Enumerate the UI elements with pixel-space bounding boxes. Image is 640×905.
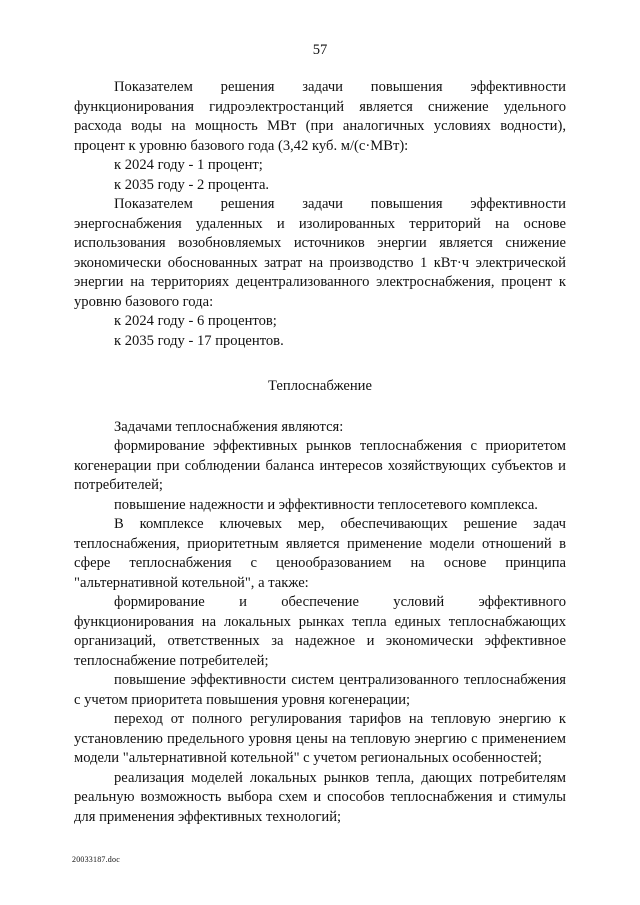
paragraph-target-2035-hpp: к 2035 году - 2 процента.	[114, 176, 270, 193]
paragraph-tariff-transition: переход от полного регулирования тарифов на тепловую энергию к установлению предельного уровня цены на тепловую энергию с применением модели "альтернативной котельной" с учетом региональных особенностей;	[74, 711, 566, 766]
paragraph-local-heat-markets: реализация моделей локальных рынков тепла, дающих потребителям реальную возможность выбора схем и способов теплоснабжения и стимулы для применения эффективных технологий;	[74, 769, 566, 825]
paragraph-target-2024-hpp: к 2024 году - 1 процент;	[114, 157, 263, 173]
paragraph-single-heat-suppliers: формирование и обеспечение условий эффективного функционирования на локальных рынках тепла единых теплоснабжающих организаций, ответственных за надежное и экономически эффективное теплоснабжение потребителей;	[74, 594, 566, 669]
paragraph-heat-reliability: повышение надежности и эффективности теплосетевого комплекса.	[114, 496, 538, 513]
section-heading: Теплоснабжение	[268, 378, 372, 394]
paragraph-hpp-efficiency-indicator: Показателем решения задачи повышения эффективности функционирования гидроэлектростанций является снижение удельного расхода воды на мощность МВт (при аналогичных условиях водности), процент к уровню базового года (3,42 куб. м/(с·МВт):	[74, 79, 566, 154]
paragraph-remote-territories-indicator: Показателем решения задачи повышения эффективности энергоснабжения удаленных и изолированных территорий на основе использования возобновляемых источников энергии является снижение экономически обоснованных затрат на производство 1 кВт·ч электрической энергии на территориях децентрализованного электроснабжения, процент к уровню базового года:	[74, 196, 566, 310]
paragraph-key-measures: В комплексе ключевых мер, обеспечивающих решение задач теплоснабжения, приоритетным является применение модели отношений в сфере теплоснабжения с ценообразованием на основе принципа "альтернативной котельной", а также:	[74, 516, 566, 591]
footer-file-name: 20033187.doc	[72, 855, 120, 864]
page-number: 57	[312, 42, 328, 58]
document-body	[74, 78, 566, 827]
paragraph-heat-tasks-intro: Задачами теплоснабжения являются:	[114, 418, 344, 435]
paragraph-target-2024-remote: к 2024 году - 6 процентов;	[114, 313, 277, 329]
paragraph-heat-markets: формирование эффективных рынков теплоснабжения с приоритетом когенерации при соблюдении баланса интересов хозяйствующих субъектов и потребителей;	[74, 438, 566, 493]
paragraph-target-2035-remote: к 2035 году - 17 процентов.	[114, 332, 284, 349]
paragraph-centralized-heating: повышение эффективности систем централизованного теплоснабжения с учетом приоритета повышения уровня когенерации;	[74, 672, 566, 708]
